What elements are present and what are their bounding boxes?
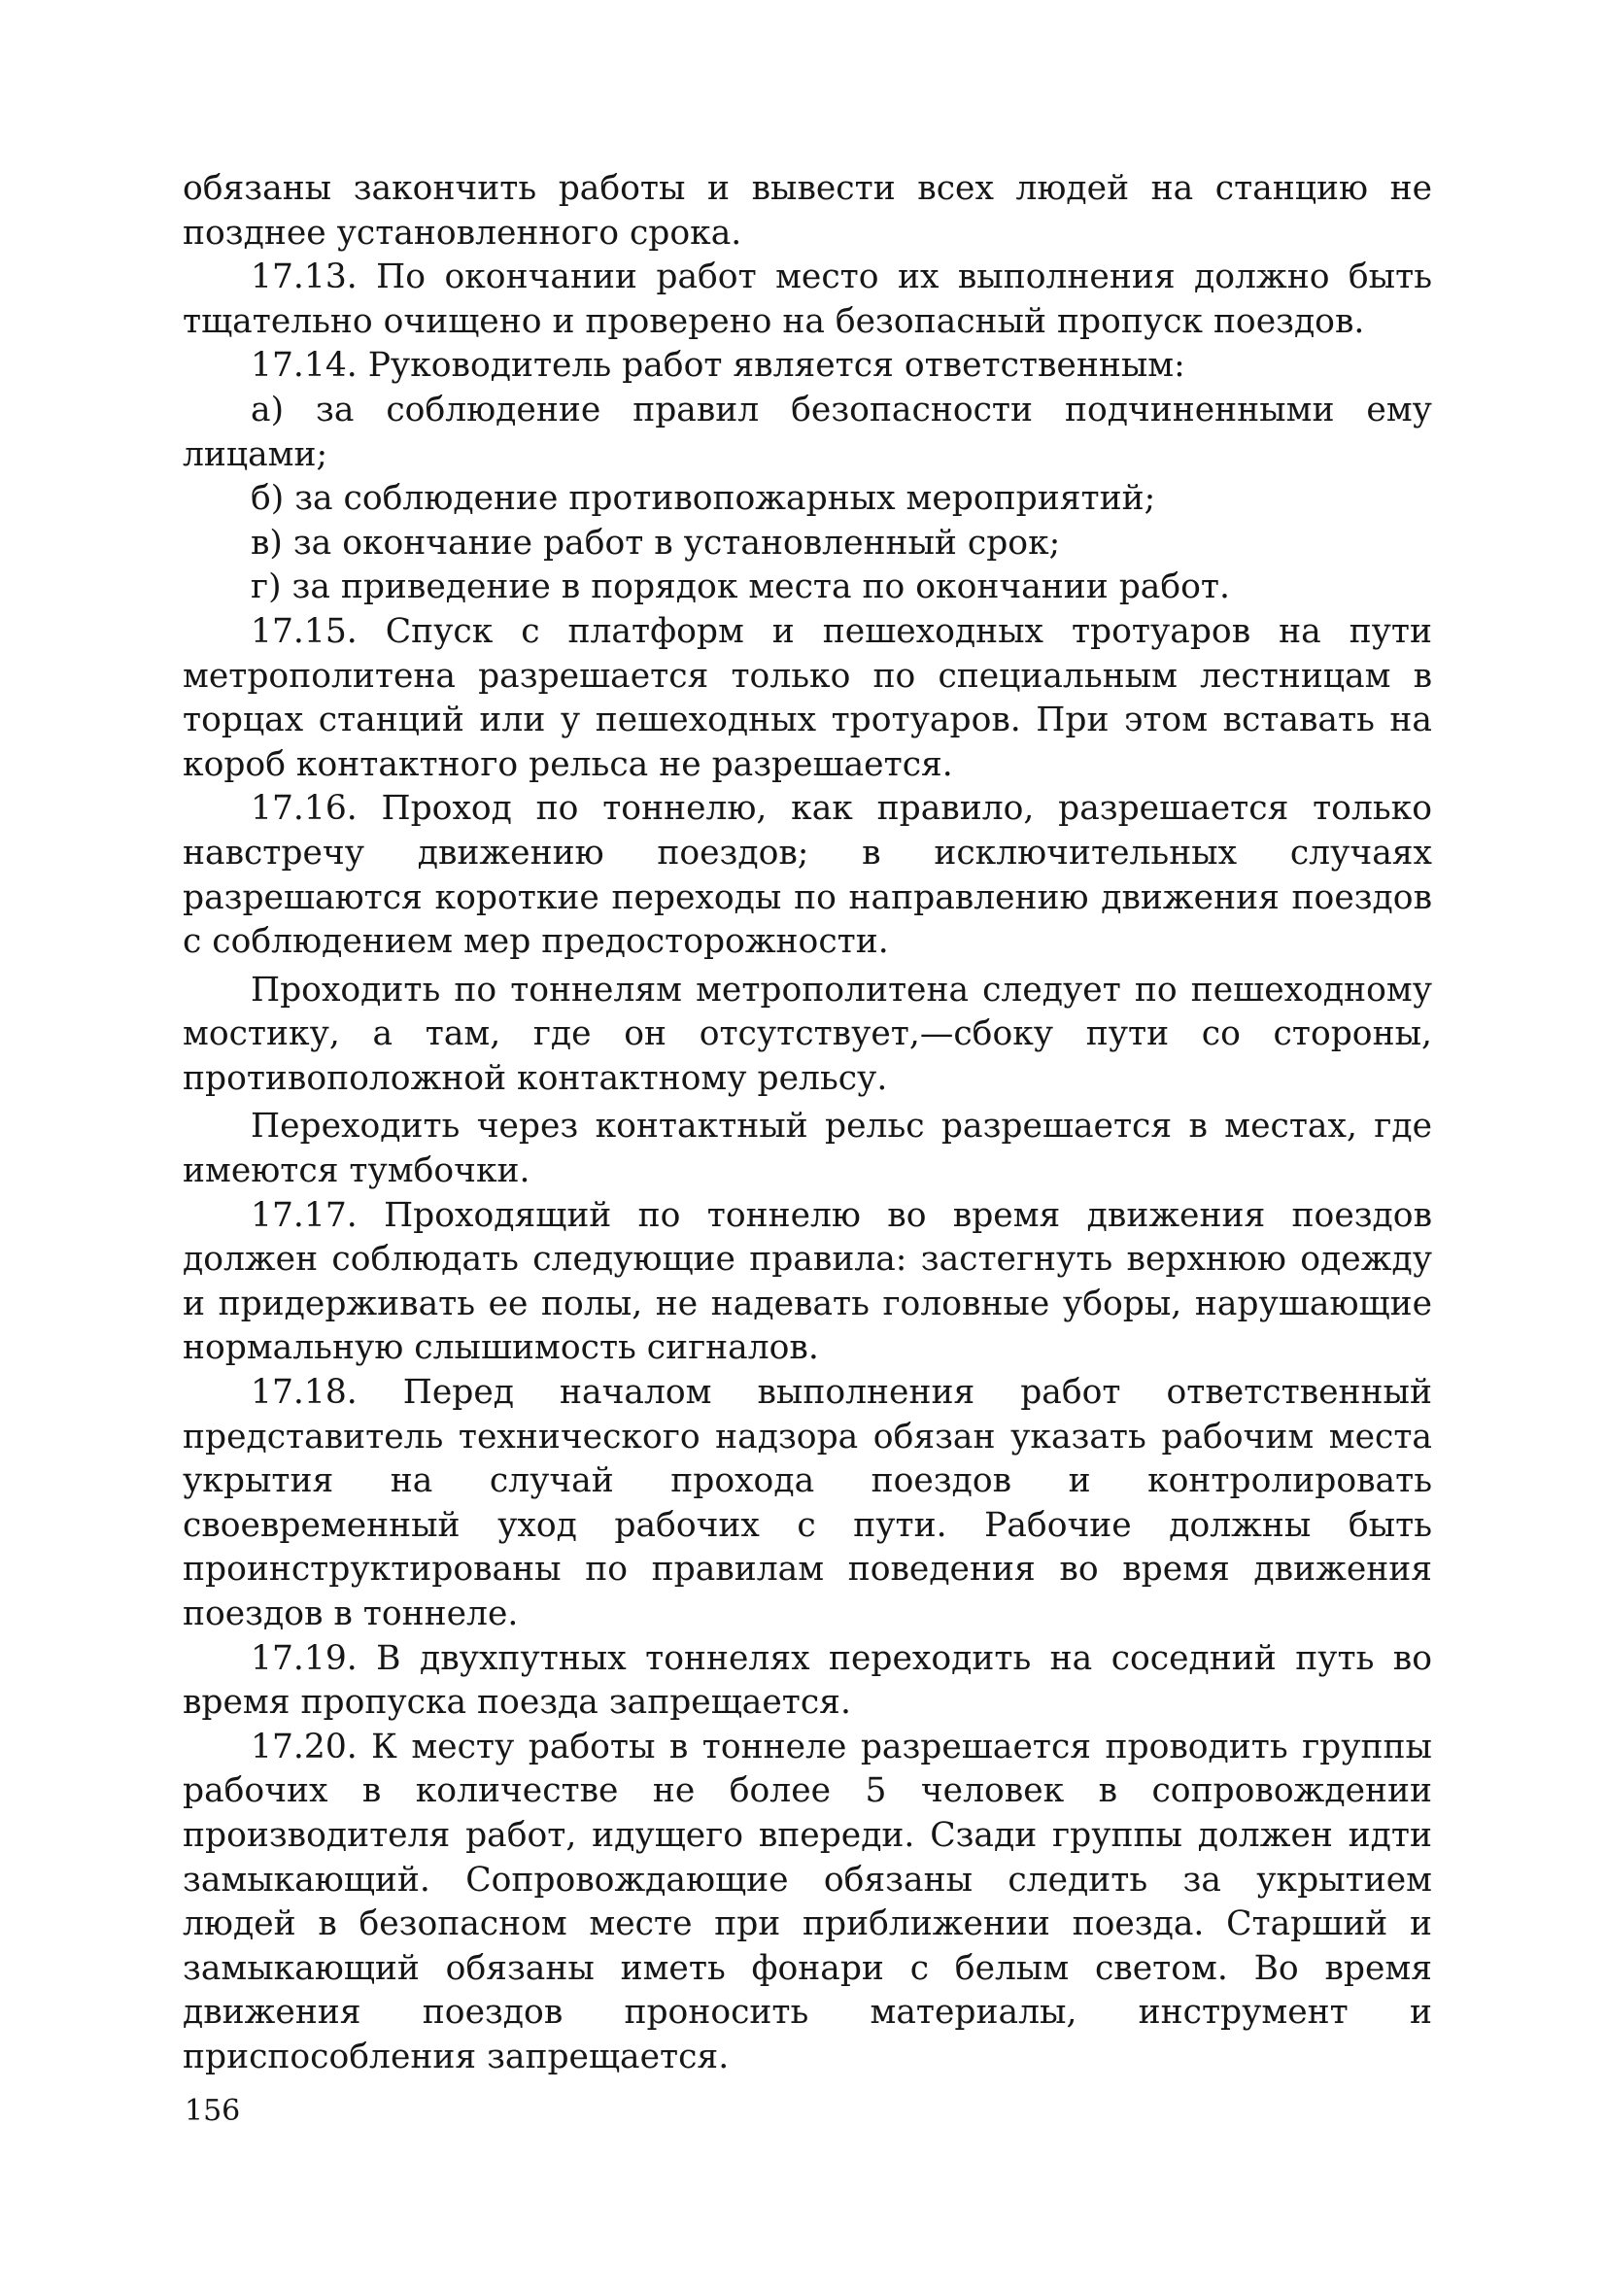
list-item-v: в) за окончание работ в установленный срок; xyxy=(251,523,1061,563)
page-body xyxy=(183,167,1432,2080)
paragraph-rail-crossing: Переходить через контактный рельс разрешается в местах, где имеются тумбочки. xyxy=(183,1107,1432,1191)
paragraph-17-16: 17.16. Проход по тоннелю, как правило, разрешается только навстречу движению поездов; в исключительных случаях разрешаются короткие переходы по направлению движения поездов с соблюдением мер предосторожности. xyxy=(183,789,1432,962)
paragraph-17-17: 17.17. Проходящий по тоннелю во время движения поездов должен соблюдать следующие правила: застегнуть верхнюю одежду и придерживать ее полы, не надевать головные уборы, нарушающие нормальную слышимость сигналов. xyxy=(183,1195,1432,1368)
list-item-b: б) за соблюдение противопожарных мероприятий; xyxy=(251,479,1156,519)
paragraph-17-18: 17.18. Перед началом выполнения работ ответственный представитель технического надзора обязан указать рабочим места укрытия на случай прохода поездов и контролировать своевременный уход рабочих с пути. Рабочие должны быть проинструктированы по правилам поведения во время движения поездов в тоннеле. xyxy=(183,1373,1432,1633)
page-number: 156 xyxy=(185,2094,241,2128)
paragraph-tunnel-walking: Проходить по тоннелям метрополитена следует по пешеходному мостику, а там, где он отсутствует,—сбоку пути со стороны, противоположной контактному рельсу. xyxy=(183,970,1432,1098)
list-item-a: а) за соблюдение правил безопасности подчиненными ему лицами; xyxy=(183,390,1432,474)
paragraph-17-19: 17.19. В двухпутных тоннелях переходить на соседний путь во время пропуска поезда запрещается. xyxy=(183,1638,1432,1723)
paragraph-17-15: 17.15. Спуск с платформ и пешеходных тротуаров на пути метрополитена разрешается только по специальным лестницам в торцах станций или у пешеходных тротуаров. При этом вставать на короб контактного рельса не разрешается. xyxy=(183,611,1432,784)
paragraph-17-20: 17.20. К месту работы в тоннеле разрешается проводить группы рабочих в количестве не более 5 человек в сопровождении производителя работ, идущего впереди. Сзади группы должен идти замыкающий. Сопровождающие обязаны следить за укрытием людей в безопасном месте при приближении поезда. Старший и замыкающий обязаны иметь фонари с белым светом. Во время движения поездов проносить материалы, инструмент и приспособления запрещается. xyxy=(183,1727,1432,2076)
paragraph-17-13: 17.13. По окончании работ место их выполнения должно быть тщательно очищено и проверено на безопасный пропуск поездов. xyxy=(183,257,1432,341)
paragraph-17-14: 17.14. Руководитель работ является ответственным: xyxy=(251,346,1185,386)
list-item-g: г) за приведение в порядок места по окончании работ. xyxy=(251,567,1230,607)
paragraph-continuation: обязаны закончить работы и вывести всех людей на станцию не позднее установленного срока. xyxy=(183,169,1432,253)
